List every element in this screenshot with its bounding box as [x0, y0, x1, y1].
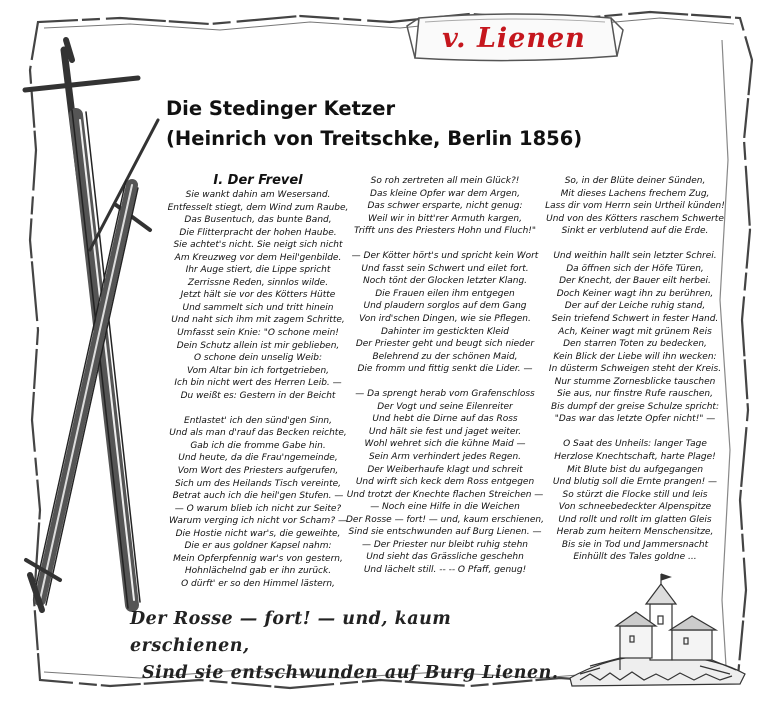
poem-line: Wohl wehret sich die kühne Maid — [364, 439, 526, 450]
poem-line: Sein triefend Schwert in fester Hand. [551, 314, 719, 325]
poem-line: — Der Kötter hört's und spricht kein Wort [351, 251, 539, 262]
poem-line: Hohnlächelnd gab er ihn zurück. [184, 566, 332, 577]
poem-line: Und naht sich ihm mit zagem Schritte, [171, 315, 345, 326]
poem-line: O dürft' er so den Himmel lästern, [181, 578, 335, 589]
poem-line: Da öffnen sich der Höfe Türen, [566, 263, 704, 274]
poem-line: Der Knecht, der Bauer eilt herbei. [559, 276, 711, 287]
poem-line: Die Flitterpracht der hohen Haube. [179, 227, 337, 238]
poem-line: Sie wankt dahin am Wesersand. [185, 190, 331, 200]
poem-line: In düsterm Schweigen steht der Kreis. [548, 364, 722, 375]
banner [425, 18, 603, 58]
poem-line: Sein Arm verhindert jedes Regen. [368, 452, 522, 463]
poem-line: Ach, Keiner wagt mit grünem Reis [558, 326, 712, 337]
poem-line: Sie achtet's nicht. Sie neigt sich nicht [173, 240, 343, 251]
stanza-gap [345, 376, 545, 389]
poem-line: So, in der Blüte deiner Sünden, [564, 176, 706, 186]
poem-line: Und hebt die Dirne auf das Ross [372, 414, 518, 425]
poem-line: Sinkt er verblutend auf die Erde. [561, 226, 709, 237]
poem-line: Die fromm und fittig senkt die Lider. — [357, 364, 533, 375]
poem-line: Ihr Auge stiert, die Lippe spricht [185, 265, 331, 276]
poem-line: Gab ich die fromme Gabe hin. [190, 440, 326, 451]
section-heading: I. Der Frevel [213, 173, 303, 188]
stanza-gap [155, 402, 361, 415]
poem-line: Mein Opferpfennig war's von gestern, [173, 553, 343, 564]
quote-line-2: Sind sie entschwunden auf Burg Lienen. [142, 663, 559, 683]
poem-line: Und blutig soll die Ernte prangen! — [552, 477, 718, 488]
poem-line: Sie aus, nur finstre Rufe rauschen, [557, 389, 713, 400]
poem-line: Der Weiberhaufe klagt und schreit [367, 464, 523, 475]
poem-line: Dein Schutz allein ist mir geblieben, [176, 340, 340, 351]
poem-line: Und als man d'rauf das Becken reichte, [169, 428, 347, 439]
poem-line: Das Busentuch, das bunte Band, [184, 215, 332, 226]
poem-line: Das kleine Opfer war dem Argen, [370, 188, 520, 199]
poem-line: Und wirft sich keck dem Ross entgegen [355, 477, 535, 488]
poem-line: Doch Keiner wagt ihn zu berühren, [556, 288, 714, 299]
poem-line: Einhüllt des Tales goldne ... [573, 552, 697, 563]
sword-illustration [20, 20, 170, 620]
poem-line: — O warum blieb ich nicht zur Seite? [174, 503, 342, 514]
poem-line: Lass dir vom Herrn sein Urtheil künden! [545, 201, 725, 212]
poem-line: Weil wir in bitt'rer Armuth kargen, [368, 213, 522, 224]
poem-line: O schone dein unselig Weib: [193, 353, 323, 364]
poem-line: Nur stumme Zornesblicke tauschen [554, 376, 716, 387]
poem-line: Von schneebedeckter Alpenspitze [558, 502, 712, 513]
poem-line: Entfesselt stiegt, dem Wind zum Raube, [167, 202, 349, 213]
poem-column-3 [545, 175, 725, 564]
poem-column-2 [345, 175, 545, 577]
poem-line: Die Frauen eilen ihm entgegen [375, 288, 515, 299]
poem-line: Der Rosse — fort! — und, kaum erschienen, [346, 514, 544, 525]
poem-line: "Das war das letzte Opfer nicht!" — [554, 414, 716, 425]
poem-line: Zerrissne Reden, sinnlos wilde. [187, 277, 329, 288]
stanza-gap [345, 238, 545, 251]
poem-line: Den starren Toten zu bedecken, [563, 339, 707, 350]
poem-line: So roh zertreten all mein Glück?! [370, 176, 520, 186]
poem-line: Am Kreuzweg vor dem Heil'genbilde. [174, 252, 342, 263]
poem-line: Herab zum heitern Menschensitze, [556, 527, 714, 538]
poem-line: Warum verging ich nicht vor Scham? — [169, 516, 347, 527]
poem-line: Mit dieses Lachens frechem Zug, [560, 188, 710, 199]
poem-line: — Der Priester nur bleibt ruhig stehn [361, 539, 529, 550]
poem-line: Und sammelt sich und tritt hinein [182, 302, 334, 313]
poem-line: Und heute, da die Frau'ngemeinde, [178, 453, 338, 464]
poem-line: Sich um des Heilands Tisch vereinte, [174, 478, 342, 489]
poem-line: Herzlose Knechtschaft, harte Plage! [554, 452, 716, 463]
poem-line: Vom Altar bin ich fortgetrieben, [186, 365, 330, 376]
poem-line: Und fasst sein Schwert und eilet fort. [361, 263, 529, 274]
poem-line: Die er aus goldner Kapsel nahm: [184, 541, 332, 552]
stanza-gap [545, 238, 725, 251]
poem-line: Von ird'schen Dingen, wie sie Pflegen. [359, 314, 531, 325]
poem-line: Und trotzt der Knechte flachen Streichen — [346, 489, 544, 500]
poem-line: Dahinter im gestickten Kleid [380, 326, 510, 337]
poem-line: Entlastet' ich den sünd'gen Sinn, [184, 415, 332, 426]
poem-line: Der Priester geht und beugt sich nieder [355, 339, 535, 350]
title-line-1: Die Stedinger Ketzer [166, 97, 396, 120]
poem-line: Die Hostie nicht war's, die geweihte, [175, 528, 341, 539]
castle-illustration [560, 570, 750, 690]
poem-line: O Saat des Unheils: langer Tage [563, 439, 707, 450]
poem-line: Du weißt es: Gestern in der Beicht [180, 390, 336, 401]
poem-line: Betrat auch ich die heil'gen Stufen. — [172, 491, 344, 502]
poem-line: Trifft uns des Priesters Hohn und Fluch!" [353, 226, 537, 237]
poem-line: Umfasst sein Knie: "O schone mein! [177, 328, 339, 339]
stanza-gap [545, 426, 725, 439]
poem-line: Jetzt hält sie vor des Kötters Hütte [180, 290, 336, 301]
banner-text: v. Lienen [442, 22, 586, 54]
poem-line: Und rollt und rollt im glatten Gleis [558, 514, 712, 525]
title-line-2: (Heinrich von Treitschke, Berlin 1856) [166, 127, 583, 150]
poem-line: Sind sie entschwunden auf Burg Lienen. — [348, 527, 542, 538]
poem-line: Und sieht das Grässliche geschehn [366, 552, 524, 563]
page-title [166, 94, 586, 154]
quote-line-1: Der Rosse — fort! — und, kaum erschienen, [130, 609, 452, 656]
poem-line: Noch tönt der Glocken letzter Klang. [362, 276, 528, 287]
poem-line: Und weithin hallt sein letzter Schrei. [553, 251, 717, 262]
poem-line: Vom Wort des Priesters aufgerufen, [177, 466, 339, 477]
poem-line: Mit Blute bist du aufgegangen [566, 464, 704, 475]
poem-line: Das schwer ersparte, nicht genug: [367, 201, 523, 212]
poem-line: Bis dumpf der greise Schulze spricht: [550, 401, 719, 412]
poem-line: Und von des Kötters raschem Schwerte [546, 213, 724, 224]
poem-line: Belehrend zu der schönen Maid, [372, 351, 518, 362]
poem-line: So stürzt die Flocke still und leis [562, 489, 708, 500]
poem-line: — Noch eine Hilfe in die Weichen [370, 502, 520, 513]
poem-line: Und lächelt still. -- -- O Pfaff, genug! [363, 564, 527, 575]
poem-line: Der Vogt und seine Eilenreiter [377, 401, 513, 412]
poem-line: Und plaudern sorglos auf dem Gang [363, 301, 527, 312]
poem-line: Der auf der Leiche ruhig stand, [564, 301, 706, 312]
bottom-quote [130, 606, 560, 687]
poem-line: Bis sie in Tod und Jammersnacht [561, 539, 709, 550]
poem-line: Ich bin nicht wert des Herren Leib. — [174, 378, 342, 389]
poem-line: — Da sprengt herab vom Grafenschloss [355, 389, 535, 400]
poem-column-1 [155, 173, 361, 591]
poem-line: Kein Blick der Liebe will ihn wecken: [553, 351, 717, 362]
poem-line: Und hält sie fest und jaget weiter. [368, 426, 522, 437]
